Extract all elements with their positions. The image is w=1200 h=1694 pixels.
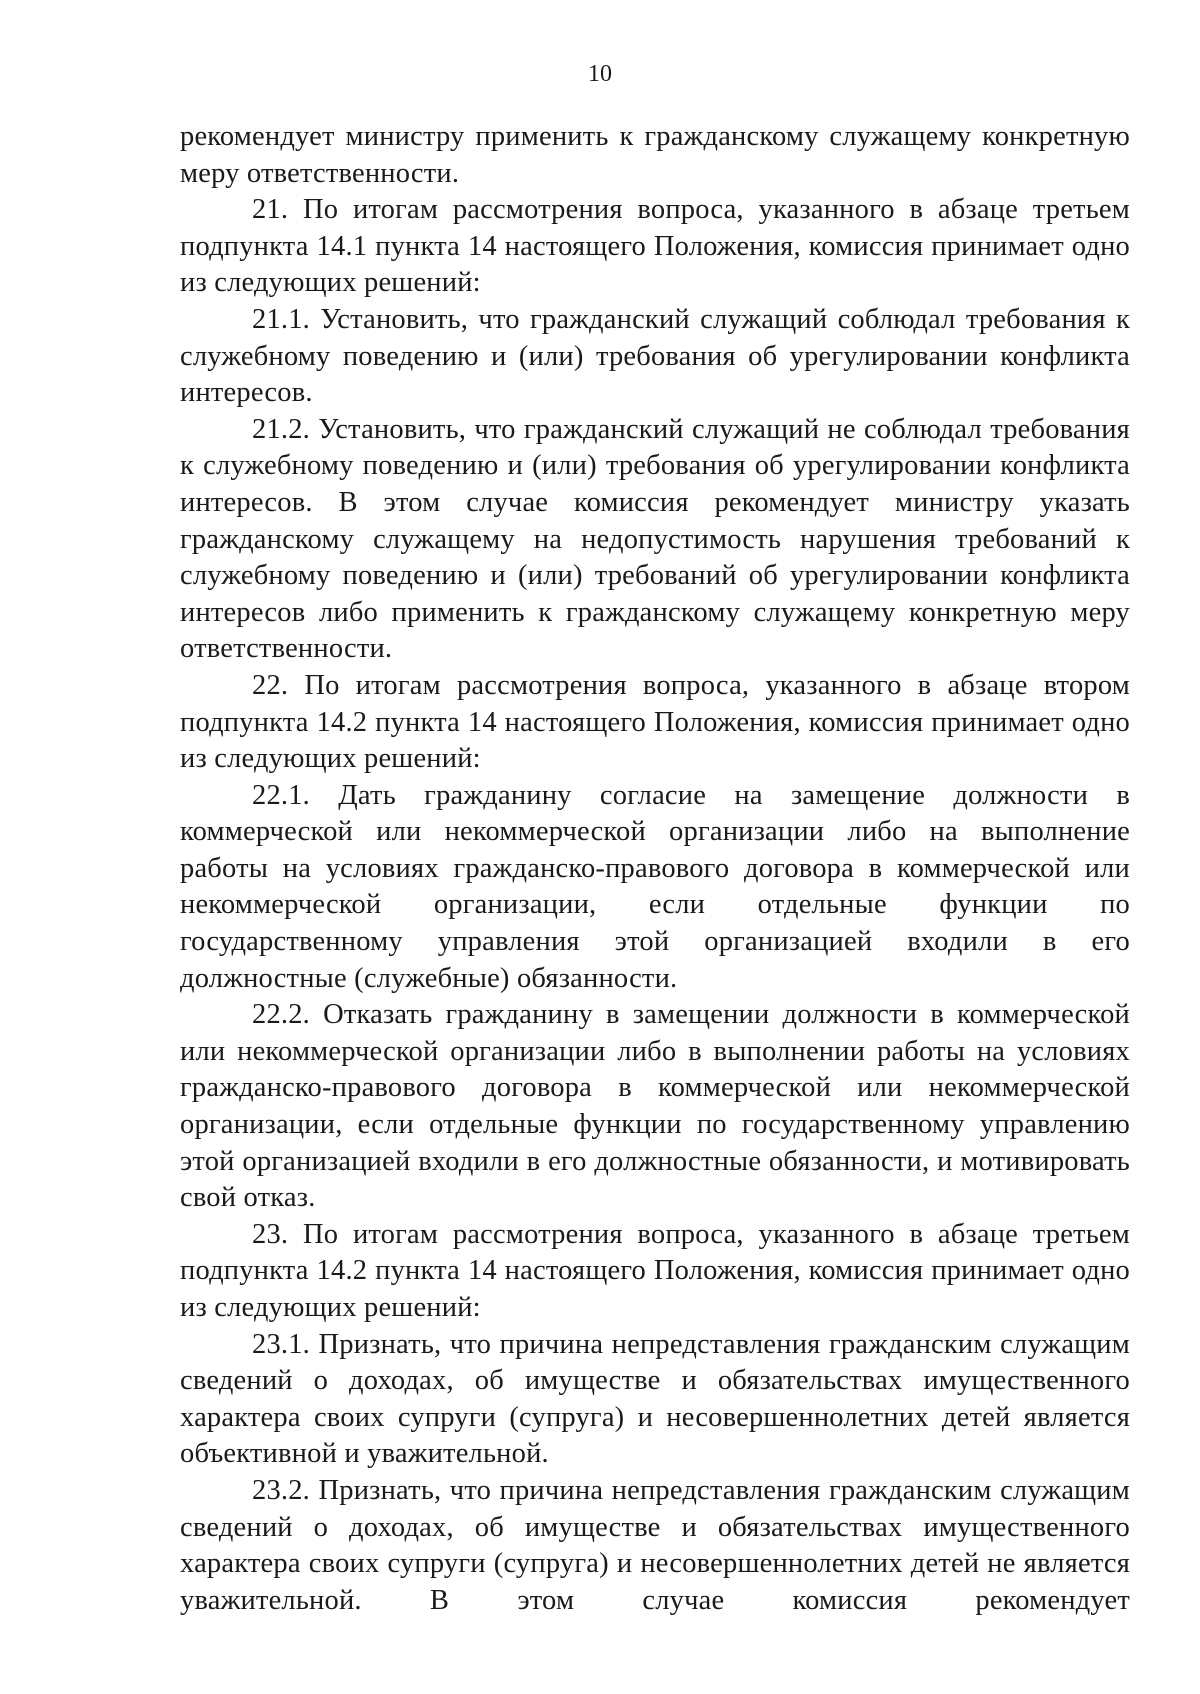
paragraph-21-1: 21.1. Установить, что гражданский служащий соблюдал требования к служебному поведению и (или) требования об урегулировании конфликта интересов. — [180, 303, 1130, 409]
paragraph-23-1: 23.1. Признать, что причина непредставления гражданским служащим сведений о доходах, об имуществе и обязательствах имущественного характера своих супруги (супруга) и несовершеннолетних детей является объективной и уважительной. — [180, 1328, 1130, 1470]
paragraph-22-1: 22.1. Дать гражданину согласие на замещение должности в коммерческой или некоммерческой организации либо на выполнение работы на условиях гражданско-правового договора в коммерческой или некоммерческой организации, если отдельные функции по государственному управления этой организацией входили в его должностные (служебные) обязанности. — [180, 779, 1130, 994]
paragraph-22: 22. По итогам рассмотрения вопроса, указанного в абзаце втором подпункта 14.2 пункта 14 настоящего Положения, комиссия принимает одно из следующих решений: — [180, 669, 1130, 775]
paragraph-21: 21. По итогам рассмотрения вопроса, указанного в абзаце третьем подпункта 14.1 пункта 14 настоящего Положения, комиссия принимает одно из следующих решений: — [180, 194, 1130, 299]
page-number: 10 — [588, 61, 612, 87]
document-body — [180, 119, 1130, 1619]
paragraph-23: 23. По итогам рассмотрения вопроса, указанного в абзаце третьем подпункта 14.2 пункта 14 настоящего Положения, комиссия принимает одно из следующих решений: — [180, 1218, 1130, 1323]
paragraph-21-2: 21.2. Установить, что гражданский служащий не соблюдал требования к служебному поведению и (или) требования об урегулировании конфликта интересов. В этом случае комиссия рекомендует министру указать гражданскому служащему на недопустимость нарушения требований к служебному поведению и (или) требований об урегулировании конфликта интересов либо применить к гражданскому служащему конкретную меру ответственности. — [180, 413, 1130, 665]
paragraph-23-2: 23.2. Признать, что причина непредставления гражданским служащим сведений о доходах, об имуществе и обязательствах имущественного характера своих супруги (супруга) и несовершеннолетних детей не является уважительной. В этом случае комиссия рекомендует — [180, 1474, 1130, 1616]
paragraph-continuation: рекомендует министру применить к гражданскому служащему конкретную меру ответственности. — [180, 121, 1130, 189]
paragraph-22-2: 22.2. Отказать гражданину в замещении должности в коммерческой или некоммерческой организации либо в выполнении работы на условиях гражданско-правового договора в коммерческой или некоммерческой организации, если отдельные функции по государственному управлению этой организацией входили в его должностные обязанности, и мотивировать свой отказ. — [180, 999, 1130, 1214]
